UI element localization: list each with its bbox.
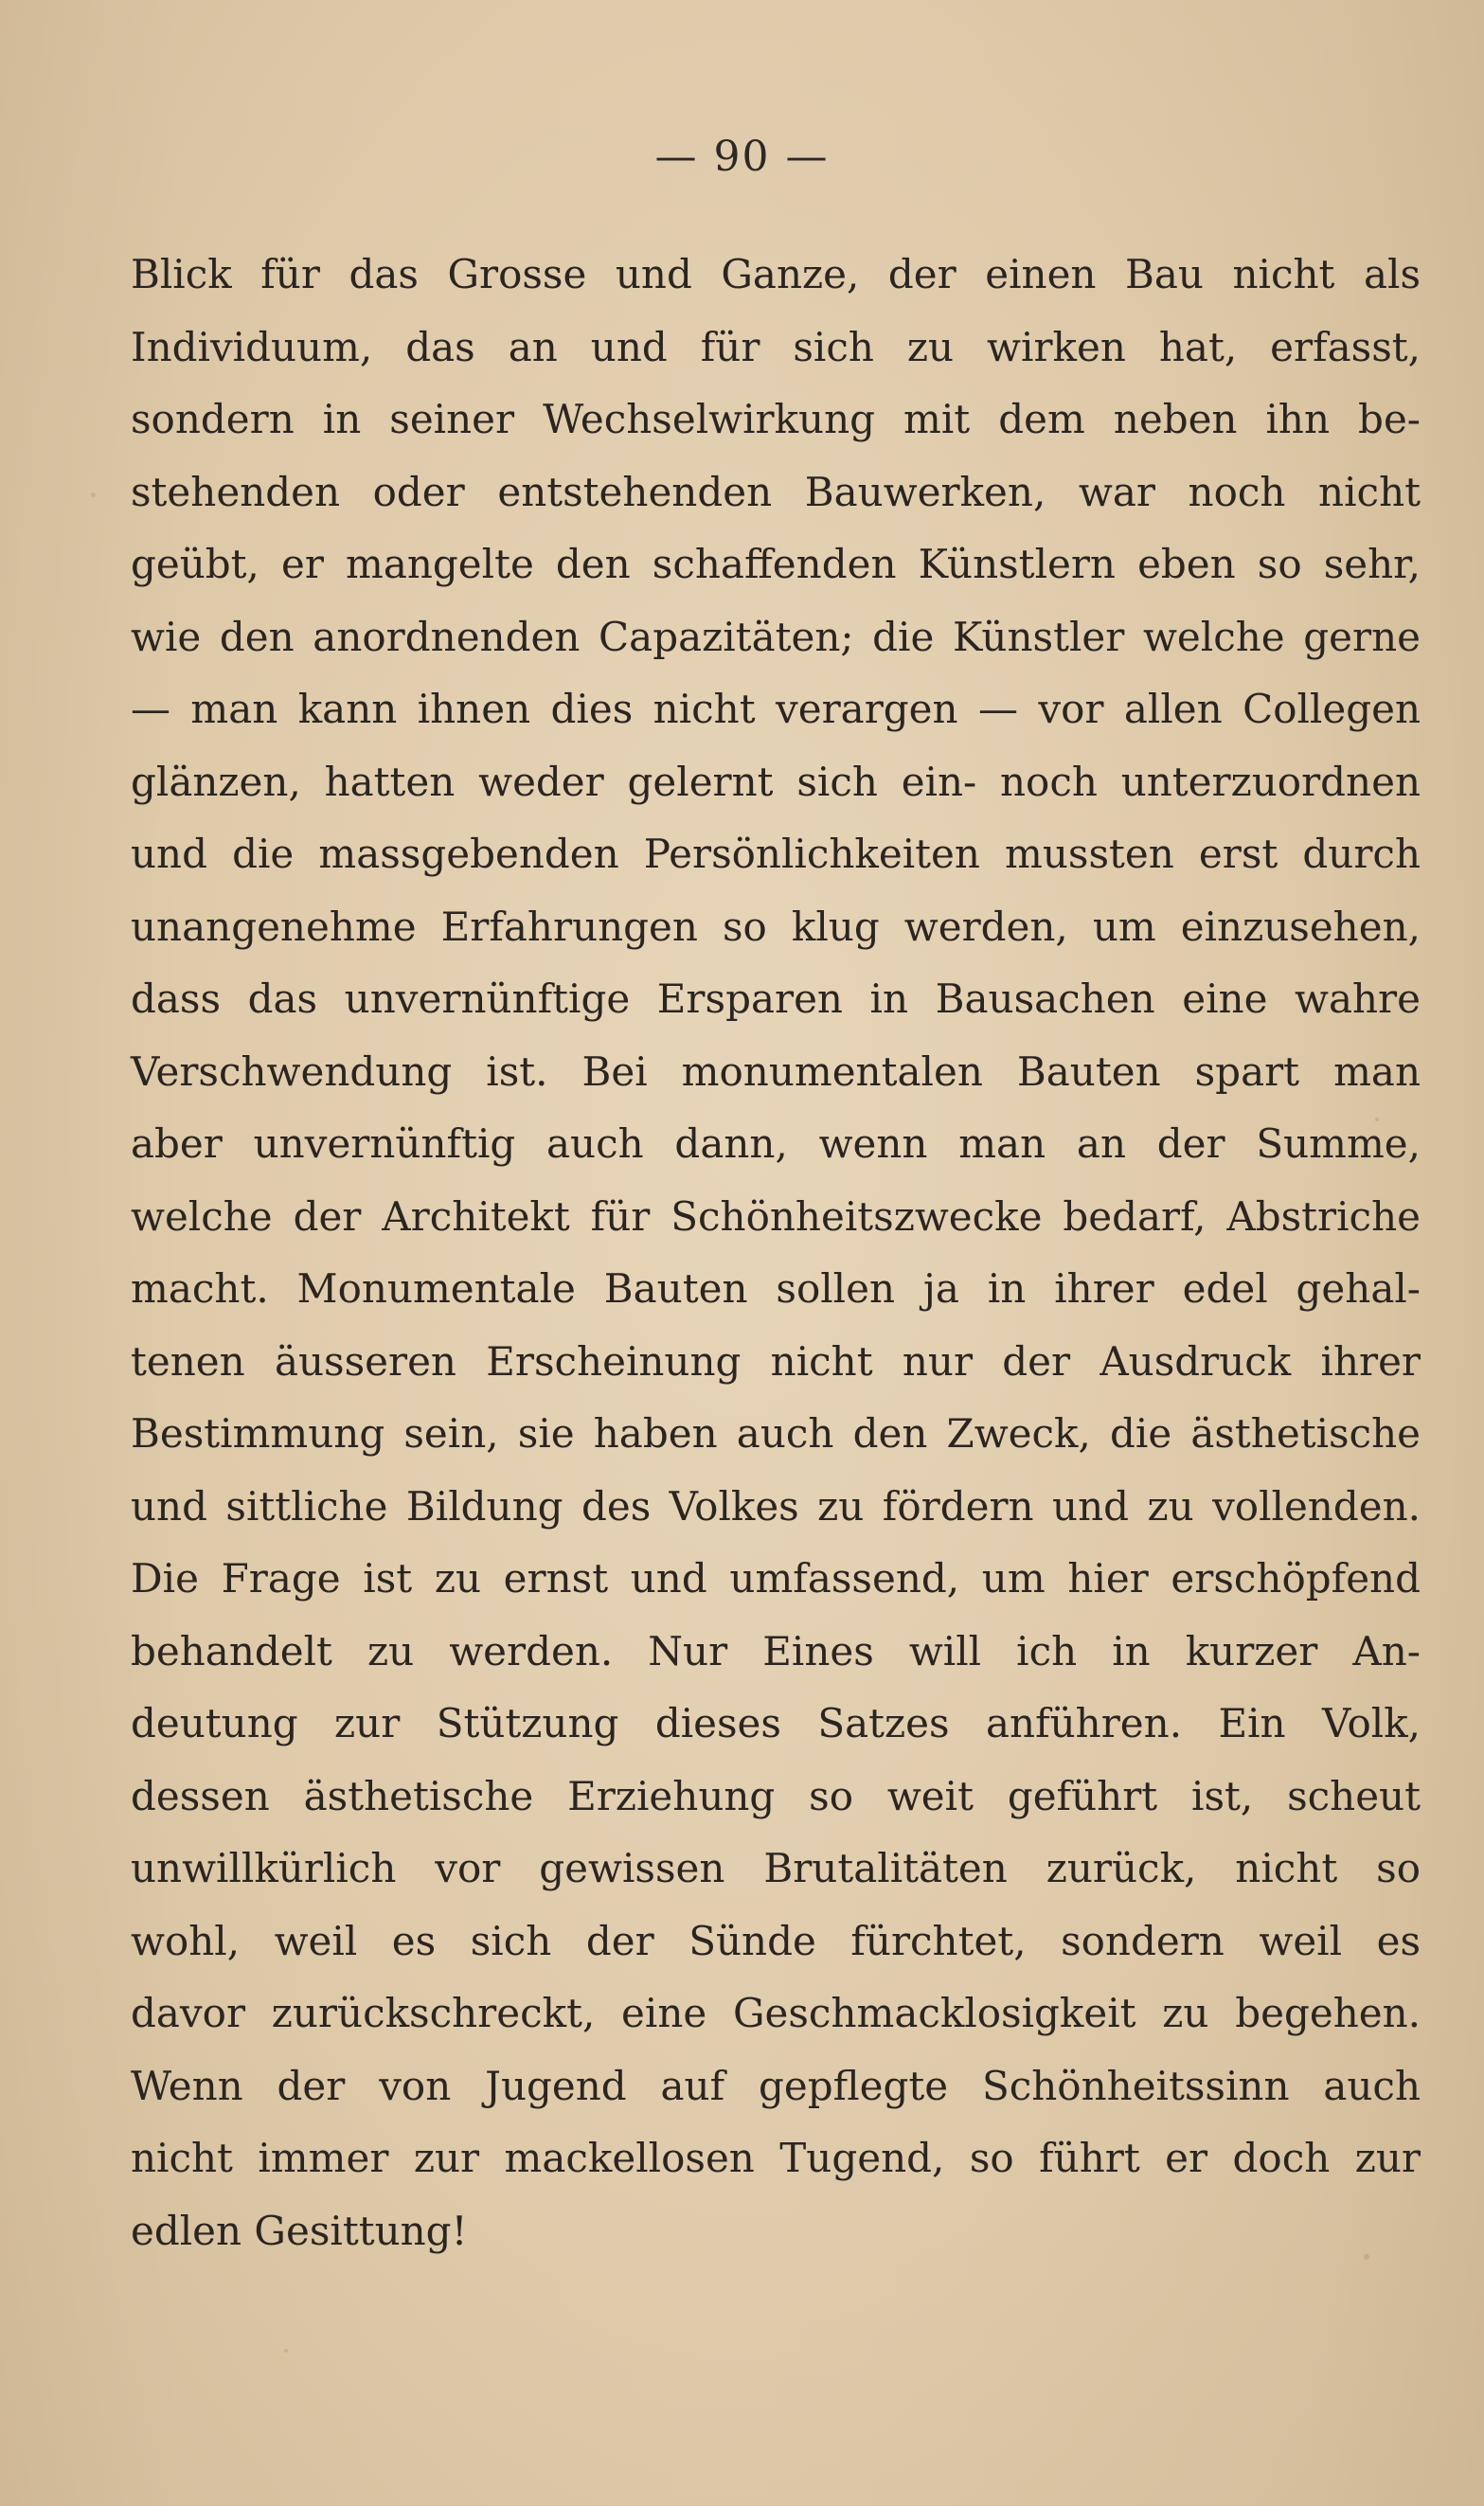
text-line: und sittliche Bildung des Volkes zu fördern und zu vollenden.	[131, 1482, 1421, 1530]
paper-speck	[284, 2349, 288, 2353]
text-line: unangenehme Erfahrungen so klug werden, um einzusehen,	[131, 903, 1421, 950]
text-line: tenen äusseren Erscheinung nicht nur der Ausdruck ihrer	[131, 1337, 1421, 1385]
body-text	[131, 239, 1421, 2267]
text-line: nicht immer zur mackellosen Tugend, so führt er doch zur	[131, 2135, 1421, 2181]
text-line: dass das unvernünftige Ersparen in Bausachen eine wahre	[131, 976, 1421, 1022]
text-line: geübt, er mangelte den schaffenden Künstlern eben so sehr,	[131, 541, 1421, 587]
text-line: unwillkürlich vor gewissen Brutalitäten zurück, nicht so	[131, 1845, 1421, 1891]
text-line: welche der Architekt für Schönheitszwecke bedarf, Abstriche	[131, 1192, 1421, 1240]
text-line: Verschwendung ist. Bei monumentalen Bauten spart man	[131, 1047, 1421, 1095]
text-line: Blick für das Grosse und Ganze, der einen Bau nicht als	[131, 251, 1421, 297]
text-line: behandelt zu werden. Nur Eines will ich in kurzer An-	[131, 1627, 1421, 1674]
text-line: und die massgebenden Persönlichkeiten mussten erst durch	[131, 831, 1421, 877]
page-number: — 90 —	[654, 133, 830, 181]
text-line: macht. Monumentale Bauten sollen ja in ihrer edel gehal-	[131, 1265, 1421, 1312]
text-line: wie den anordnenden Capazitäten; die Künstler welche gerne	[131, 613, 1421, 660]
text-line: wohl, weil es sich der Sünde fürchtet, sondern weil es	[131, 1917, 1421, 1964]
text-line: dessen ästhetische Erziehung so weit geführt ist, scheut	[131, 1772, 1421, 1819]
text-line-last: edlen Gesittung!	[131, 2207, 468, 2254]
text-line: Wenn der von Jugend auf gepflegte Schönheitssinn auch	[131, 2062, 1421, 2109]
text-line: sondern in seiner Wechselwirkung mit dem neben ihn be-	[131, 396, 1421, 442]
paper-speck	[91, 492, 96, 497]
text-line: deutung zur Stützung dieses Satzes anführen. Ein Volk,	[131, 1700, 1421, 1746]
text-line: Individuum, das an und für sich zu wirken hat, erfasst,	[131, 323, 1421, 370]
text-line: davor zurückschreckt, eine Geschmacklosigkeit zu begehen.	[131, 1990, 1421, 2036]
text-line: glänzen, hatten weder gelernt sich ein- noch unterzuordnen	[131, 758, 1421, 805]
text-line: aber unvernünftig auch dann, wenn man an der Summe,	[131, 1120, 1421, 1167]
text-line: Die Frage ist zu ernst und umfassend, um hier erschöpfend	[131, 1555, 1421, 1602]
text-line: stehenden oder entstehenden Bauwerken, war noch nicht	[131, 468, 1421, 515]
text-line: Bestimmung sein, sie haben auch den Zweck, die ästhetische	[131, 1410, 1421, 1457]
text-line: — man kann ihnen dies nicht verargen — vor allen Collegen	[131, 686, 1421, 732]
